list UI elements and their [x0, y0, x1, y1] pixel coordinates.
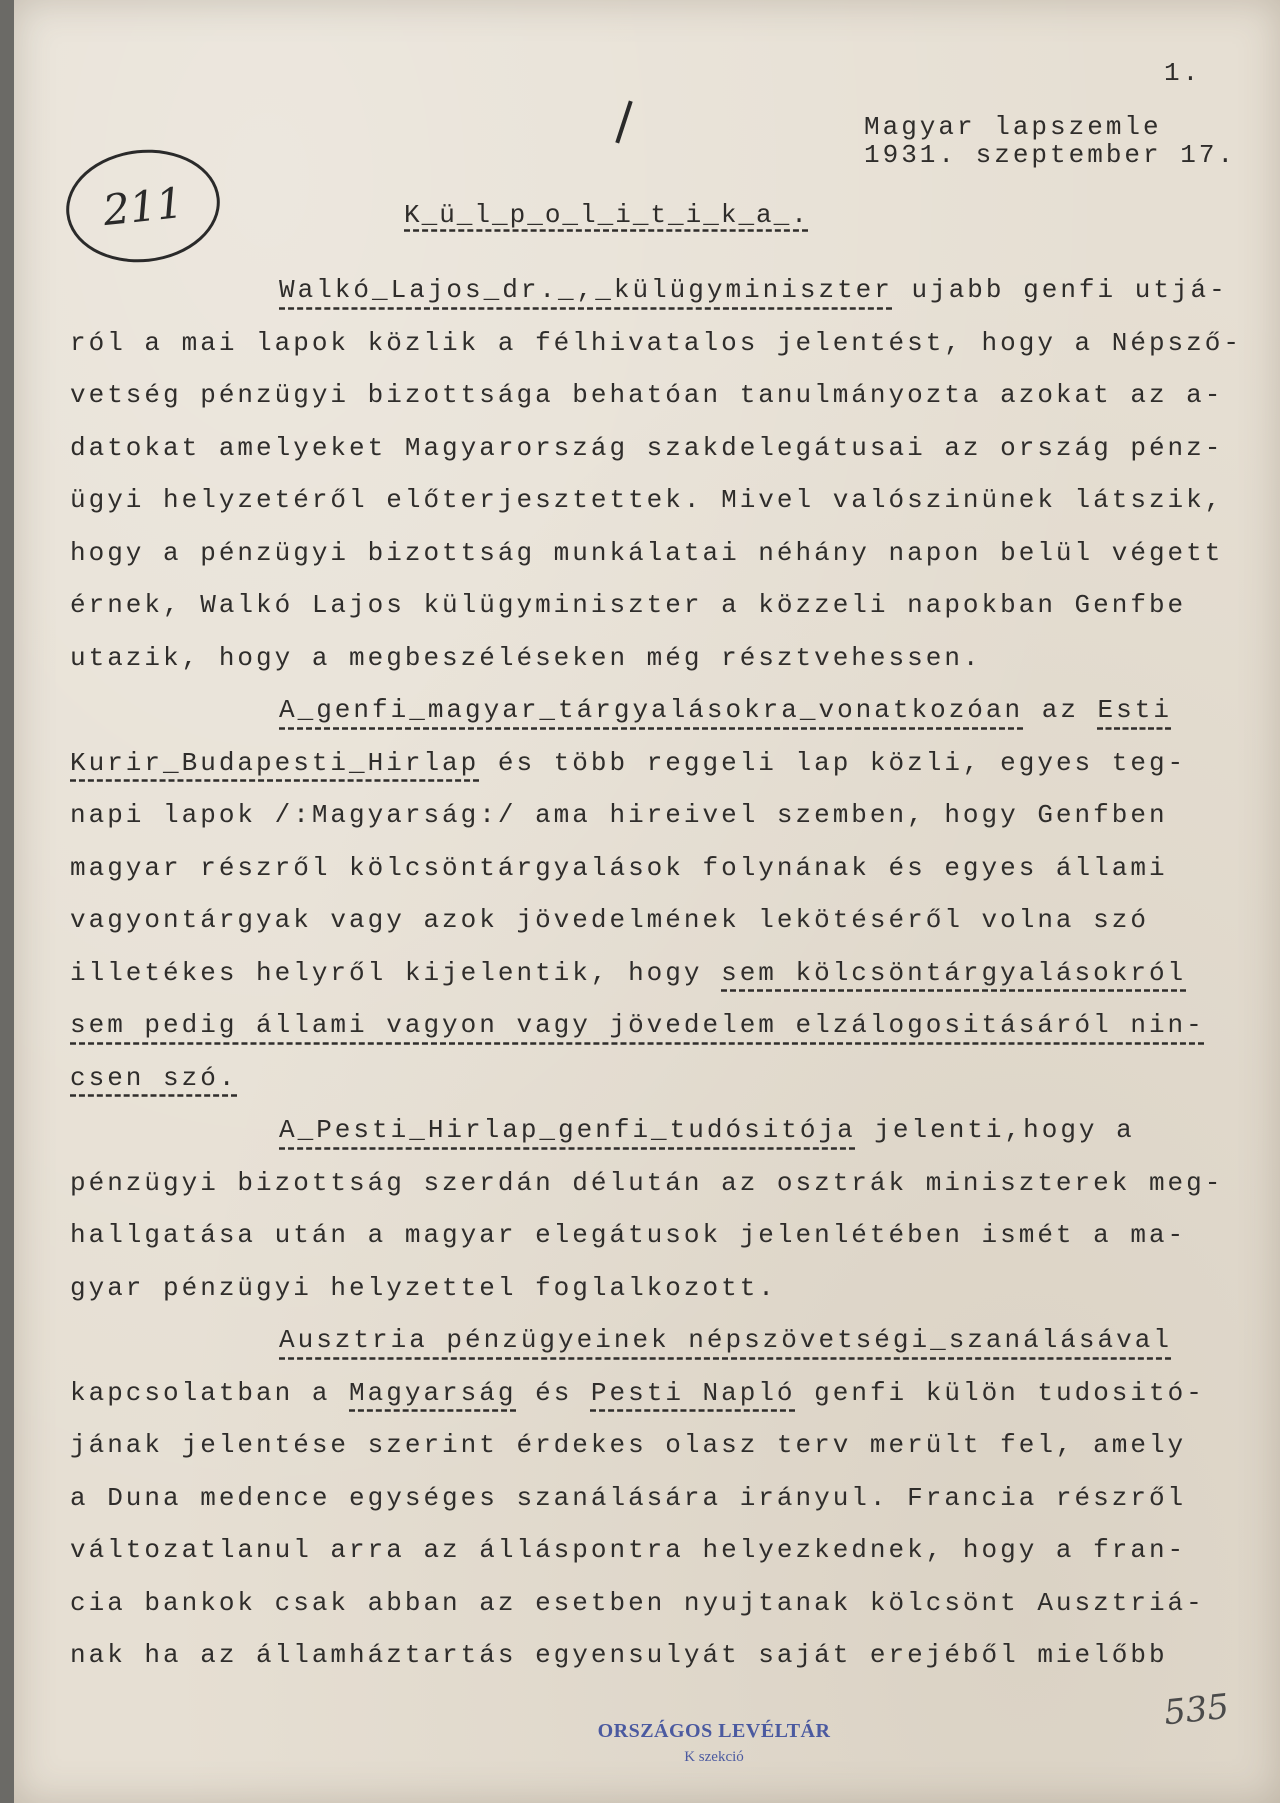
stamp-archive-name: ORSZÁGOS LEVÉLTÁR — [597, 1720, 831, 1742]
stamp-section: K szekció — [684, 1749, 744, 1765]
publication-date: 1931. szeptember 17. — [864, 140, 1237, 170]
body-line — [70, 748, 1186, 778]
underlined-text: A_Pesti_Hirlap_genfi_tudósitója — [279, 1115, 856, 1145]
body-line — [70, 800, 1168, 830]
line-text: a Duna medence egységes szanálására irányul. Francia részről — [70, 1482, 1187, 1513]
line-text: gyar pénzügyi helyzettel foglalkozott. — [70, 1272, 777, 1303]
line-text: ujabb genfi utjá- — [892, 275, 1228, 305]
body-line — [70, 958, 1186, 988]
underlined-text: Walkó_Lajos_dr._,_külügyminiszter — [279, 275, 893, 305]
line-text: kapcsolatban a — [70, 1377, 350, 1408]
body-line — [70, 538, 1223, 568]
underlined-text: csen szó. — [70, 1062, 238, 1093]
line-text: vagyontárgyak vagy azok jövedelmének lekötéséről volna szó — [70, 905, 1149, 935]
body-line — [70, 1483, 1186, 1513]
body-line — [70, 380, 1223, 410]
body-line — [70, 1588, 1205, 1618]
line-text: datokat amelyeket Magyarország szakdelegátusai az ország pénz- — [70, 432, 1224, 463]
line-text: napi lapok /:Magyarság:/ ama hireivel szemben, hogy Genfben — [70, 800, 1168, 830]
line-text: ügyi helyzetéről előterjesztettek. Mivel valószinünek látszik, — [70, 485, 1224, 515]
line-text: változatlanul arra az álláspontra helyezkednek, hogy a fran- — [70, 1535, 1187, 1565]
line-text: vetség pénzügyi bizottsága behatóan tanulmányozta azokat az a- — [70, 380, 1224, 410]
body-line — [70, 1010, 1205, 1040]
publication-name: Magyar lapszemle — [864, 112, 1162, 142]
body-line — [70, 1273, 777, 1303]
body-line — [70, 1063, 237, 1093]
body-line — [279, 1325, 1172, 1355]
underlined-text: Magyarság — [349, 1377, 517, 1408]
line-text: nak ha az államháztartás egyensulyát saját erejéből mielőbb — [70, 1640, 1168, 1670]
underlined-text: Pesti Napló — [590, 1377, 796, 1408]
underlined-text: sem pedig állami vagyon vagy jövedelem elzálogositásáról nin- — [70, 1010, 1205, 1040]
line-text: ról a mai lapok közlik a félhivatalos jelentést, hogy a Népsző- — [70, 327, 1242, 358]
body-line — [279, 1115, 1135, 1145]
line-text: érnek, Walkó Lajos külügyminiszter a közzeli napokban Genfbe — [70, 590, 1187, 620]
underlined-text: Ausztria pénzügyeinek népszövetségi_szanálásával — [279, 1325, 1172, 1355]
body-line — [70, 905, 1149, 935]
body-line — [279, 275, 1228, 305]
line-text: és — [516, 1377, 591, 1408]
line-text: hogy a pénzügyi bizottság munkálatai néhány napon belül végett — [70, 537, 1224, 568]
reference-number: 211 — [100, 177, 186, 235]
line-text: az — [1023, 695, 1098, 725]
archive-stamp — [594, 1720, 834, 1766]
handwritten-slash-mark — [615, 100, 632, 143]
page-number: 1. — [1164, 58, 1202, 88]
body-line — [70, 590, 1186, 620]
body-line — [70, 433, 1223, 463]
body-line — [70, 1378, 1205, 1408]
body-line — [70, 1535, 1186, 1565]
underlined-text: A_genfi_magyar_tárgyalásokra_vonatkozóan — [279, 695, 1024, 725]
line-text: utazik, hogy a megbeszéléseken még résztvehessen. — [70, 642, 982, 673]
line-text: illetékes helyről kijelentik, hogy — [70, 957, 722, 988]
line-text: genfi külön tudositó- — [795, 1377, 1205, 1408]
body-line — [70, 485, 1223, 515]
body-line — [279, 695, 1172, 725]
line-text: jelenti,hogy a — [855, 1115, 1135, 1145]
line-text: cia bankok csak abban az esetben nyujtanak kölcsönt Ausztriá- — [70, 1587, 1205, 1618]
line-text: és több reggeli lap közli, egyes teg- — [479, 747, 1187, 778]
body-line — [70, 643, 982, 673]
line-text: magyar részről kölcsöntárgyalások folynának és egyes állami — [70, 852, 1168, 883]
underlined-text: sem kölcsöntárgyalásokról — [721, 957, 1187, 988]
body-line — [70, 1168, 1223, 1198]
line-text: jának jelentése szerint érdekes olasz terv merült fel, amely — [70, 1430, 1187, 1460]
line-text: pénzügyi bizottság szerdán délután az osztrák miniszterek meg- — [70, 1167, 1224, 1198]
body-line — [70, 1640, 1168, 1670]
underlined-text: Kurir_Budapesti_Hirlap — [70, 747, 480, 778]
line-text: hallgatása után a magyar elegátusok jelenlétében ismét a ma- — [70, 1220, 1187, 1250]
body-line — [70, 853, 1168, 883]
section-title: K_ü_l_p_o_l_i_t_i_k_a_. — [404, 200, 809, 230]
document-page — [14, 0, 1280, 1803]
handwritten-page-note: 535 — [1162, 1686, 1231, 1734]
body-line — [70, 1430, 1186, 1460]
underlined-text: Esti — [1097, 695, 1172, 725]
reference-number-circle — [61, 142, 226, 269]
body-line — [70, 328, 1242, 358]
body-line — [70, 1220, 1186, 1250]
